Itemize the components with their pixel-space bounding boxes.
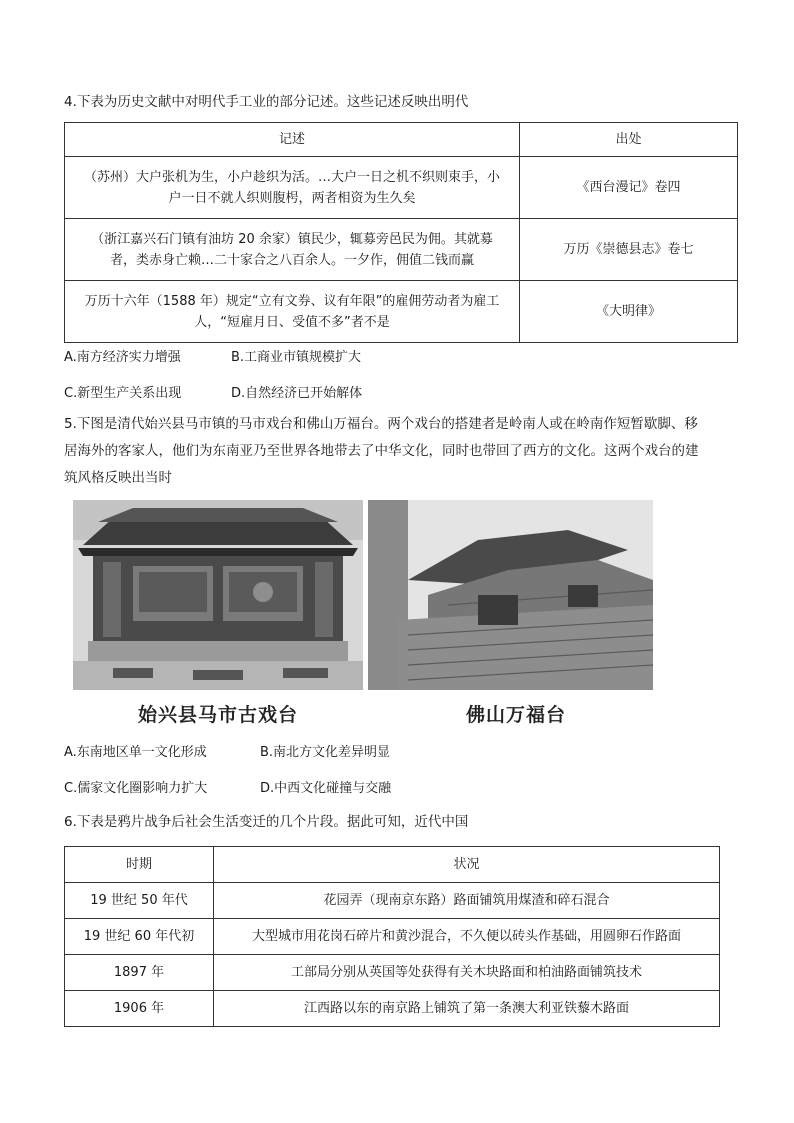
q4-row1-source: 《西台漫记》卷四 bbox=[520, 157, 738, 219]
q6-stem: 6.下表是鸦片战争后社会生活变迁的几个片段。据此可知，近代中国 bbox=[64, 814, 469, 830]
q4-option-d: D.自然经济已开始解体 bbox=[231, 386, 363, 401]
q6-header-period: 时期 bbox=[65, 847, 214, 883]
q4-row2-text: （浙江嘉兴石门镇有油坊 20 余家）镇民少，辄募旁邑民为佣。其就募者，类赤身亡赖…二十家合之八百余人。一夕作，佣值二钱而赢 bbox=[65, 219, 520, 281]
q6-row4-period: 1906 年 bbox=[65, 991, 214, 1027]
q6-row1-period: 19 世纪 50 年代 bbox=[65, 883, 214, 919]
table-row bbox=[65, 157, 738, 219]
q6-row3-period: 1897 年 bbox=[65, 955, 214, 991]
q6-row1-status: 花园弄（现南京东路）路面铺筑用煤渣和碎石混合 bbox=[214, 883, 720, 919]
q5-option-d: D.中西文化碰撞与交融 bbox=[260, 781, 392, 796]
wanfu-stage-photo bbox=[368, 500, 653, 690]
table-row bbox=[65, 919, 720, 955]
q5-option-b: B.南北方文化差异明显 bbox=[260, 745, 391, 760]
q5-option-a: A.东南地区单一文化形成 bbox=[64, 745, 207, 760]
caption-left: 始兴县马市古戏台 bbox=[138, 704, 299, 726]
q6-row4-status: 江西路以东的南京路上铺筑了第一条澳大利亚铁藜木路面 bbox=[214, 991, 720, 1027]
q4-row3-text: 万历十六年（1588 年）规定“立有文券、议有年限”的雇佣劳动者为雇工人，“短雇月日、受值不多”者不是 bbox=[65, 281, 520, 343]
q4-header-source: 出处 bbox=[520, 123, 738, 157]
q4-option-c: C.新型生产关系出现 bbox=[64, 386, 182, 401]
q6-row3-status: 工部局分别从英国等处获得有关木块路面和柏油路面铺筑技术 bbox=[214, 955, 720, 991]
q6-row2-period: 19 世纪 60 年代初 bbox=[65, 919, 214, 955]
q4-table bbox=[64, 122, 738, 343]
q4-option-b: B.工商业市镇规模扩大 bbox=[231, 350, 362, 365]
table-row bbox=[65, 955, 720, 991]
q4-row3-source: 《大明律》 bbox=[520, 281, 738, 343]
q6-row2-status: 大型城市用花岗石碎片和黄沙混合，不久便以砖头作基础，用圆卵石作路面 bbox=[214, 919, 720, 955]
q5-option-c: C.儒家文化圈影响力扩大 bbox=[64, 781, 208, 796]
q5-stem-line1: 5.下图是清代始兴县马市镇的马市戏台和佛山万福台。两个戏台的搭建者是岭南人或在岭南作短暂歇脚、移 bbox=[64, 416, 698, 432]
q4-header-record: 记述 bbox=[65, 123, 520, 157]
q6-header-status: 状况 bbox=[214, 847, 720, 883]
q6-table bbox=[64, 846, 720, 1027]
table-row bbox=[65, 219, 738, 281]
q4-row2-source: 万历《崇德县志》卷七 bbox=[520, 219, 738, 281]
table-row bbox=[65, 281, 738, 343]
ancient-stage-photo bbox=[73, 500, 363, 690]
q4-row1-text: （苏州）大户张机为生，小户趁织为活。…大户一日之机不织则束手，小户一日不就人织则腹枵，两者相资为生久矣 bbox=[65, 157, 520, 219]
q4-stem: 4.下表为历史文献中对明代手工业的部分记述。这些记述反映出明代 bbox=[64, 94, 469, 110]
table-row bbox=[65, 883, 720, 919]
q5-stem-line3: 筑风格反映出当时 bbox=[64, 470, 172, 486]
caption-right: 佛山万福台 bbox=[466, 704, 567, 726]
q5-stem-line2: 居海外的客家人，他们为东南亚乃至世界各地带去了中华文化，同时也带回了西方的文化。这两个戏台的建 bbox=[64, 443, 699, 459]
q4-option-a: A.南方经济实力增强 bbox=[64, 350, 181, 365]
table-row bbox=[65, 991, 720, 1027]
